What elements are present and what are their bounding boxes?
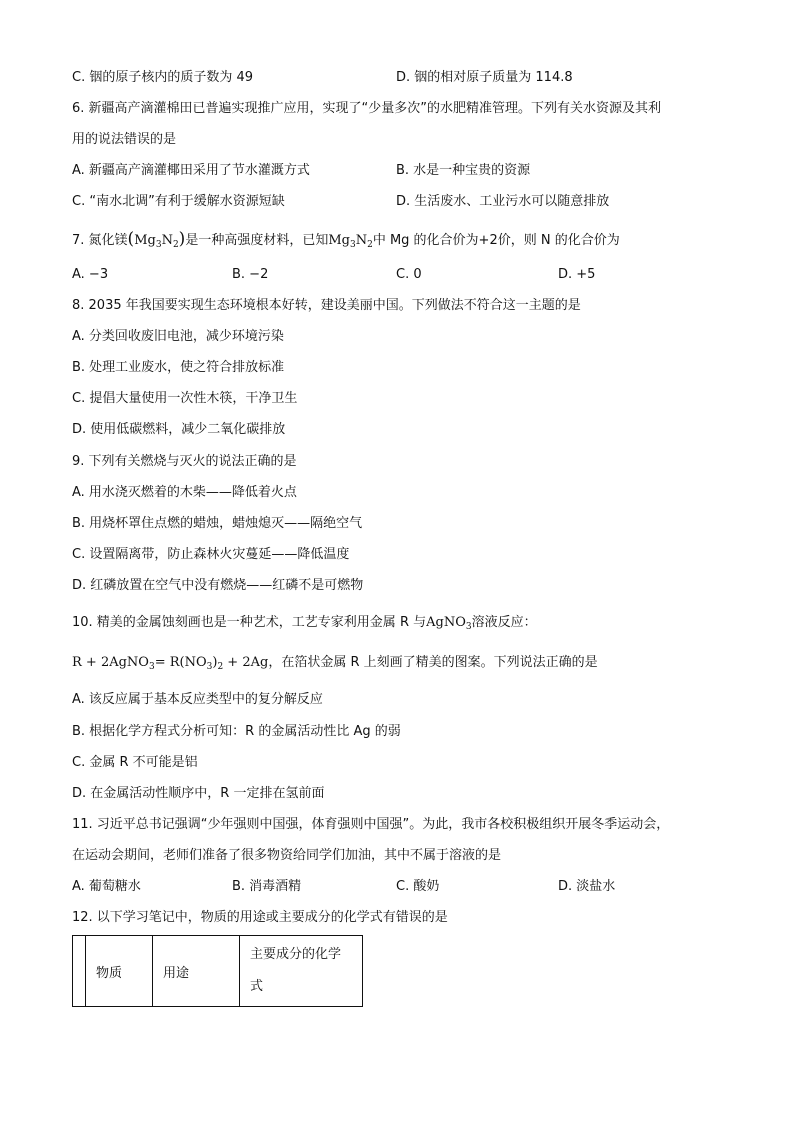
q10-eq-after: ，在箔状金属 R 上刻画了精美的图案。下列说法正确的是 [268, 655, 598, 670]
q10-eq-rhs-sub1: 3 [206, 662, 213, 672]
q6-stem-line2: 用的说法错误的是 [72, 132, 177, 147]
q10-eq-lhs: R + 2AgNO [72, 655, 149, 670]
q10-stem [72, 613, 537, 637]
q7-formula-n: N [161, 233, 173, 248]
q10-eq-rhs-close: ) [212, 655, 218, 670]
q8-option-b: B. 处理工业废水，使之符合排放标准 [72, 360, 285, 375]
q11-option-d: D. 淡盐水 [558, 879, 616, 894]
q10-eq-rhs-tail: + 2Ag [223, 655, 269, 670]
q7-formula2-sub-2: 2 [367, 240, 373, 250]
q8-stem: 8. 2035 年我国要实现生态环境根本好转，建设美丽中国。下列做法不符合这一主题的是 [72, 298, 581, 313]
q7-option-d: D. +5 [558, 267, 596, 282]
q9-option-a: A. 用水浇灭燃着的木柴——降低着火点 [72, 485, 297, 500]
q9-option-c: C. 设置隔离带，防止森林火灾蔓延——降低温度 [72, 547, 350, 562]
q6-stem-line1: 6. 新疆高产滴灌棉田已普遍实现推广应用，实现了“少量多次”的水肥精准管理。下列有关水资源及其利 [72, 101, 662, 116]
q7-formula-sub-3: 3 [155, 240, 162, 250]
q5-option-d: D. 铟的相对原子质量为 114.8 [396, 70, 573, 85]
q7-stem-mid1: 是一种高强度材料，已知 [185, 233, 329, 248]
q11-option-b: B. 消毒酒精 [232, 879, 302, 894]
paren-open: ( [127, 229, 135, 249]
q6-option-c: C. “南水北调”有利于缓解水资源短缺 [72, 194, 285, 209]
q6-option-d: D. 生活废水、工业污水可以随意排放 [396, 194, 610, 209]
q9-option-d: D. 红磷放置在空气中没有燃烧——红磷不是可燃物 [72, 578, 364, 593]
q9-option-b: B. 用烧杯罩住点燃的蜡烛，蜡烛熄灭——隔绝空气 [72, 516, 363, 531]
q10-eq-lhs-sub: 3 [148, 662, 155, 672]
q7-number: 7. 氮化镁 [72, 233, 128, 248]
q11-option-c: C. 酸奶 [396, 879, 440, 894]
q11-option-a: A. 葡萄糖水 [72, 879, 141, 894]
q10-eq-rhs-sub2: 2 [217, 662, 224, 672]
q10-option-c: C. 金属 R 不可能是铝 [72, 755, 198, 770]
q11-stem-line2: 在运动会期间，老师们准备了很多物资给同学们加油，其中不属于溶液的是 [72, 848, 502, 863]
q7-formula2-mg: Mg [328, 233, 350, 248]
q12-stem: 12. 以下学习笔记中，物质的用途或主要成分的化学式有错误的是 [72, 910, 448, 925]
table-header-cell-blank [73, 936, 86, 1007]
q7-stem-mid2: 中 Mg 的化合价为+2价，则 N 的化合价为 [372, 233, 620, 248]
q7-option-c: C. 0 [396, 267, 422, 282]
q10-option-d: D. 在金属活动性顺序中，R 一定排在氢前面 [72, 786, 325, 801]
q7-formula2-n: N [355, 233, 368, 248]
q11-stem-line1: 11. 习近平总书记强调“少年强则中国强，体育强则中国强”。为此，我市各校积极组织开展冬季运动会， [72, 817, 670, 832]
q10-eq-rhs: = R(NO [154, 655, 207, 670]
table-header-cell-use: 用途 [153, 936, 240, 1007]
q7-formula2-sub-3: 3 [349, 240, 356, 250]
q6-option-a: A. 新疆高产滴灌椰田采用了节水灌溉方式 [72, 163, 310, 178]
q12-table [72, 935, 363, 1007]
q8-option-d: D. 使用低碳燃料，减少二氧化碳排放 [72, 422, 286, 437]
q10-reagent: AgNO [426, 615, 466, 630]
q10-option-b: B. 根据化学方程式分析可知：R 的金属活动性比 Ag 的弱 [72, 724, 401, 739]
q10-stem-pre: 10. 精美的金属蚀刻画也是一种艺术，工艺专家利用金属 R 与 [72, 615, 427, 630]
q5-option-c: C. 铟的原子核内的质子数为 49 [72, 70, 254, 85]
q8-option-a: A. 分类回收废旧电池，减少环境污染 [72, 329, 284, 344]
table-header-row [73, 936, 363, 1007]
q7-option-b: B. −2 [232, 267, 269, 282]
q10-equation-line [72, 653, 598, 677]
q10-option-a: A. 该反应属于基本反应类型中的复分解反应 [72, 692, 323, 707]
q8-option-c: C. 提倡大量使用一次性木筷，干净卫生 [72, 391, 298, 406]
q10-reagent-sub: 3 [465, 622, 472, 632]
q7-formula-sub-2: 2 [172, 240, 179, 250]
q9-stem: 9. 下列有关燃烧与灭火的说法正确的是 [72, 454, 297, 469]
table-header-cell-substance: 物质 [86, 936, 153, 1007]
q7-formula-mg: Mg [134, 233, 156, 248]
q7-option-a: A. −3 [72, 267, 109, 282]
q6-option-b: B. 水是一种宝贵的资源 [396, 163, 531, 178]
q7-stem [72, 229, 620, 255]
table-header-cell-formula: 主要成分的化学 式 [240, 936, 363, 1007]
q10-stem-post: 溶液反应： [471, 615, 537, 630]
paren-close: ) [178, 229, 186, 249]
